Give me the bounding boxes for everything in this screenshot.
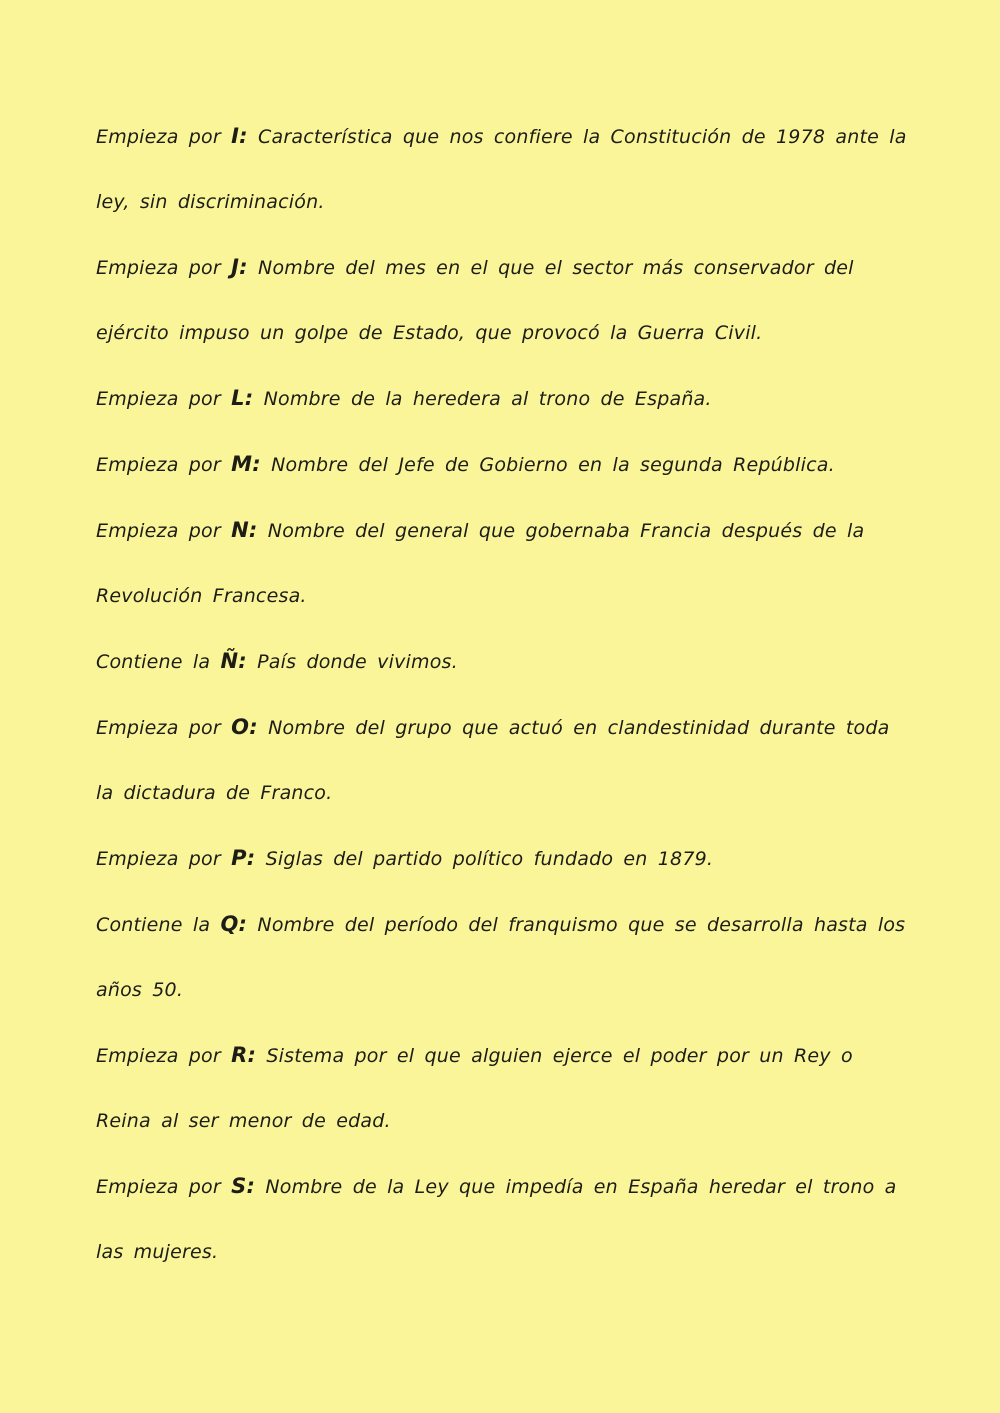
clue-m (96, 432, 916, 498)
clue-prefix: Empieza por (96, 1176, 221, 1198)
clue-enye (96, 629, 916, 695)
clue-text: Nombre del grupo que actuó en clandestinidad durante toda la dictadura de Franco. (96, 717, 890, 804)
clue-l (96, 366, 916, 432)
clue-j (96, 235, 916, 366)
clue-text: País donde vivimos. (257, 651, 458, 673)
clue-prefix: Empieza por (96, 454, 221, 476)
clue-letter: I: (231, 124, 248, 148)
clue-prefix: Empieza por (96, 520, 221, 542)
clue-p (96, 826, 916, 892)
clue-prefix: Contiene la (96, 914, 211, 936)
clue-prefix: Empieza por (96, 257, 221, 279)
clue-prefix: Empieza por (96, 717, 221, 739)
clue-o (96, 695, 916, 826)
clue-text: Nombre de la Ley que impedía en España heredar el trono a las mujeres. (96, 1176, 897, 1263)
clue-text: Nombre del general que gobernaba Francia después de la Revolución Francesa. (96, 520, 865, 607)
clue-letter: O: (231, 715, 258, 739)
clue-letter: M: (231, 452, 261, 476)
clue-i (96, 104, 916, 235)
clue-prefix: Contiene la (96, 651, 211, 673)
clue-text: Nombre del período del franquismo que se desarrolla hasta los años 50. (96, 914, 906, 1001)
clue-letter: J: (231, 255, 248, 279)
clue-letter: S: (231, 1174, 256, 1198)
clue-letter: L: (231, 386, 254, 410)
clue-q (96, 892, 916, 1023)
clue-prefix: Empieza por (96, 126, 221, 148)
clue-text: Nombre de la heredera al trono de España. (263, 388, 712, 410)
clue-text: Nombre del mes en el que el sector más conservador del ejército impuso un golpe de Estado, que provocó la Guerra Civil. (96, 257, 854, 344)
clue-r (96, 1023, 916, 1154)
clue-prefix: Empieza por (96, 1045, 221, 1067)
clue-text: Siglas del partido político fundado en 1879. (265, 848, 714, 870)
clue-prefix: Empieza por (96, 848, 221, 870)
clue-list (96, 104, 916, 1285)
clue-letter: R: (231, 1043, 257, 1067)
clue-s (96, 1154, 916, 1285)
clue-prefix: Empieza por (96, 388, 221, 410)
clue-n (96, 498, 916, 629)
clue-letter: Ñ: (220, 649, 247, 673)
clue-text: Nombre del Jefe de Gobierno en la segunda República. (271, 454, 835, 476)
clue-text: Sistema por el que alguien ejerce el poder por un Rey o Reina al ser menor de edad. (96, 1045, 853, 1132)
clue-letter: N: (231, 518, 258, 542)
clue-letter: P: (231, 846, 256, 870)
clue-text: Característica que nos confiere la Constitución de 1978 ante la ley, sin discriminación. (96, 126, 907, 213)
clue-letter: Q: (220, 912, 248, 936)
